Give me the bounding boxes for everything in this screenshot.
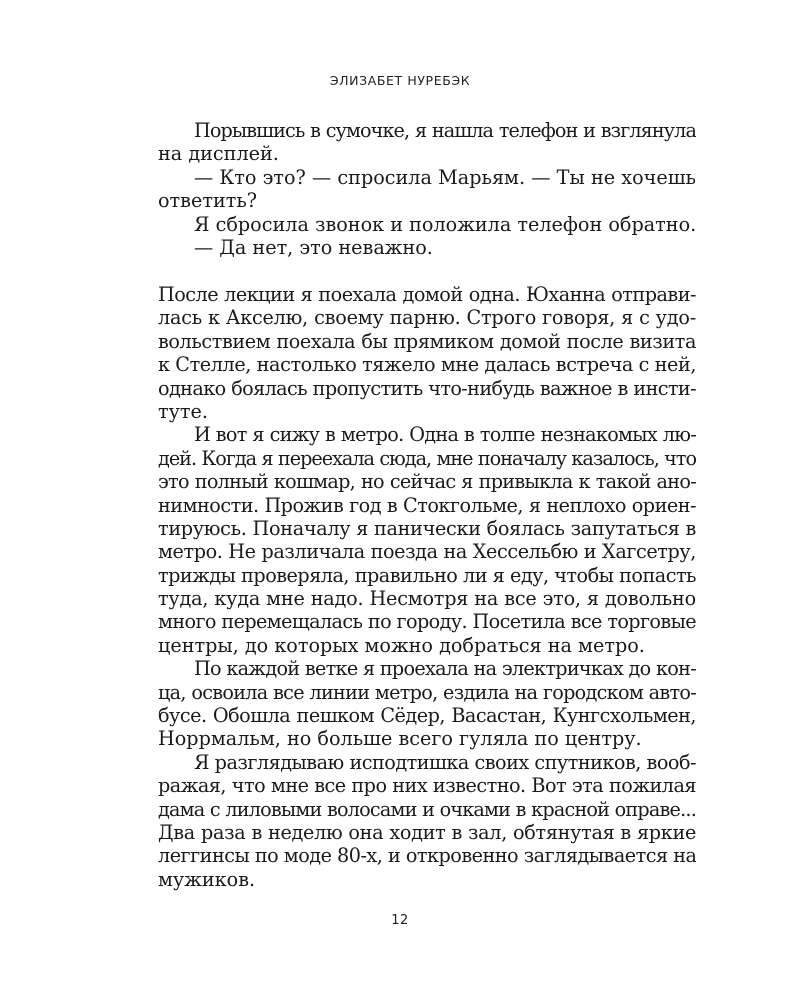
dialogue-block bbox=[158, 119, 696, 259]
text-line: тируюсь. Поначалу я панически боялась запутаться в bbox=[158, 516, 696, 540]
text-line: И вот я сижу в метро. Одна в толпе незнакомых лю- bbox=[194, 423, 696, 447]
text-line: туте. bbox=[158, 399, 208, 423]
text-line: Норрмальм, но больше всего гуляла по центру. bbox=[158, 727, 642, 751]
text-line: леггинсы по моде 80-х, и откровенно заглядывается на bbox=[158, 844, 696, 868]
text-line: трижды проверяла, правильно ли я еду, чтобы попасть bbox=[158, 563, 696, 587]
text-line: на дисплей. bbox=[158, 142, 279, 166]
text-line: нимности. Прожив год в Стокгольме, я неплохо ориен- bbox=[158, 493, 696, 517]
text-line: дей. Когда я переехала сюда, мне поначалу казалось, что bbox=[158, 446, 696, 470]
text-line: Я разглядываю исподтишка своих спутников, вооб- bbox=[194, 750, 696, 774]
text-line: мужиков. bbox=[158, 867, 256, 891]
text-line: однако боялась пропустить что-нибудь важное в инсти- bbox=[158, 376, 696, 400]
text-line: Порывшись в сумочке, я нашла телефон и взглянула bbox=[194, 119, 696, 142]
text-line: много перемещалась по городу. Посетила все торговые bbox=[158, 610, 696, 634]
text-line: это полный кошмар, но сейчас я привыкла к такой ано- bbox=[158, 470, 696, 494]
text-line: лась к Акселю, своему парню. Строго говоря, я с удо- bbox=[158, 306, 696, 330]
text-line: По каждой ветке я проехала на электричках до кон- bbox=[194, 657, 696, 681]
text-line: — Кто это? — спросила Марьям. — Ты не хочешь bbox=[194, 165, 696, 189]
text-line: После лекции я поехала домой одна. Юханна отправи- bbox=[158, 283, 696, 306]
text-line: дама с лиловыми волосами и очками в красной оправе... bbox=[158, 797, 696, 821]
narrative-block bbox=[158, 283, 696, 891]
text-line: метро. Не различала поезда на Хессельбю и Хагсетру, bbox=[158, 540, 696, 564]
text-line: туда, куда мне надо. Несмотря на все это, я довольно bbox=[158, 587, 696, 611]
text-line: вольствием поехала бы прямиком домой после визита bbox=[158, 329, 696, 353]
text-line: ответить? bbox=[158, 189, 258, 213]
text-line: Два раза в неделю она ходит в зал, обтянутая в яркие bbox=[158, 820, 696, 844]
text-line: Я сбросила звонок и положила телефон обратно. bbox=[194, 212, 696, 236]
text-line: — Да нет, это неважно. bbox=[194, 235, 433, 259]
text-line: ца, освоила все линии метро, ездила на городском авто- bbox=[158, 680, 696, 704]
text-line: бусе. Обошла пешком Сёдер, Васастан, Кунгсхольмен, bbox=[158, 704, 696, 728]
text-line: центры, до которых можно добраться на метро. bbox=[158, 633, 645, 657]
running-head-author: ЭЛИЗАБЕТ НУРЕБЭК bbox=[329, 73, 471, 88]
text-line: ражая, что мне все про них известно. Вот эта пожилая bbox=[158, 774, 696, 798]
text-line: к Стелле, настолько тяжело мне далась встреча с ней, bbox=[158, 353, 696, 377]
page-number: 12 bbox=[391, 913, 409, 928]
